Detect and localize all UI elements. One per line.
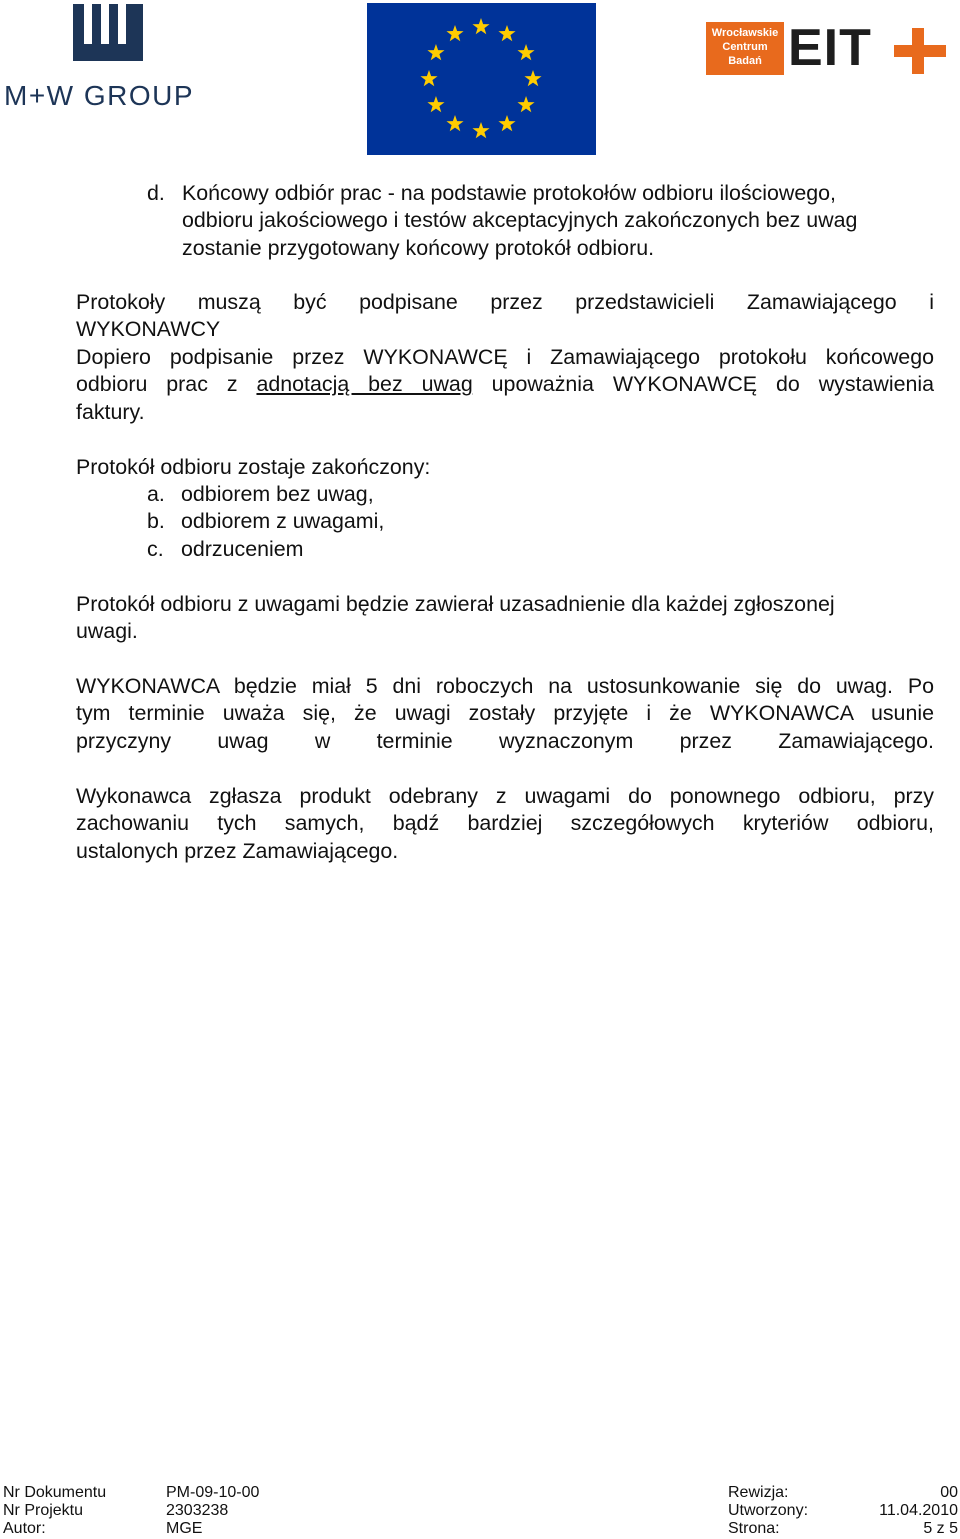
footer-author-value: MGE: [166, 1520, 203, 1537]
footer-created-label: Utworzony:: [728, 1502, 809, 1519]
footer-proj-value: 2303238: [166, 1502, 229, 1519]
list-marker: c.: [147, 537, 164, 561]
text-line: przyczyny uwag w terminie wyznaczonym przez Zamawiającego.: [76, 728, 934, 753]
protocol-item-b: [147, 508, 384, 535]
paragraph-resubmission: [76, 783, 934, 865]
paragraph-signatures: [76, 289, 934, 426]
list-item-d: [147, 180, 181, 207]
footer-created-value: 11.04.2010: [879, 1502, 958, 1519]
list-item-text: odrzuceniem: [181, 537, 304, 561]
text-line: Protokoły muszą być podpisane przez przedstawicieli Zamawiającego i: [76, 290, 934, 314]
list-marker: a.: [147, 482, 165, 506]
text-line: ustalonych przez Zamawiającego.: [76, 838, 399, 863]
footer-doc-value: PM-09-10-00: [166, 1484, 260, 1501]
text-line: [76, 371, 934, 398]
item-d-text: [182, 180, 934, 262]
text-line: WYKONAWCY: [76, 317, 221, 342]
paragraph-remarks: [76, 591, 934, 646]
list-item-text: odbiorem z uwagami,: [181, 509, 385, 533]
text-fragment: odbioru prac z: [76, 372, 238, 397]
text-line: Wykonawca zgłasza produkt odebrany z uwagami do ponownego odbioru, przy: [76, 784, 934, 808]
list-marker: d.: [147, 181, 165, 205]
protocol-intro: Protokół odbioru zostaje zakończony:: [76, 455, 431, 479]
wroclawskie-centrum-badan-badge: [706, 22, 784, 75]
underlined-phrase: adnotacją bez uwag: [256, 372, 473, 397]
footer-page-label: Strona:: [728, 1520, 780, 1537]
paragraph-contractor-days: [76, 673, 934, 755]
protocol-item-c: [147, 536, 303, 563]
text-line: Dopiero podpisanie przez WYKONAWCĘ i Zamawiającego protokołu końcowego: [76, 344, 934, 369]
text-line: zachowaniu tych samych, bądź bardziej szczegółowych kryteriów odbioru,: [76, 811, 934, 836]
text-line: faktury.: [76, 399, 145, 424]
footer-doc-label: Nr Dokumentu: [3, 1484, 107, 1501]
footer-rev-label: Rewizja:: [728, 1484, 789, 1501]
text-line: Końcowy odbiór prac - na podstawie protokołów odbioru ilościowego,: [182, 181, 836, 205]
text-line: uwagi.: [76, 619, 138, 644]
eit-badge-line: Centrum: [722, 41, 768, 53]
mw-group-logo-text: M+W GROUP: [4, 80, 195, 111]
text-fragment: upoważnia WYKONAWCĘ do wystawienia: [491, 372, 935, 397]
footer-author-label: Autor:: [3, 1520, 46, 1537]
mw-group-monogram-icon: [73, 4, 143, 61]
eit-badge-line: Badań: [728, 55, 762, 67]
protocol-item-a: [147, 481, 374, 508]
text-line: odbioru jakościowego i testów akceptacyjnych zakończonych bez uwag: [182, 208, 858, 233]
eit-plus-icon: [890, 24, 950, 78]
eit-badge-line: Wrocławskie: [711, 27, 779, 39]
text-line: WYKONAWCA będzie miał 5 dni roboczych na ustosunkowanie się do uwag. Po: [76, 674, 934, 698]
list-item-text: odbiorem bez uwag,: [181, 482, 374, 506]
text-line: Protokół odbioru z uwagami będzie zawierał uzasadnienie dla każdej zgłoszonej: [76, 592, 835, 616]
footer-rev-value: 00: [940, 1484, 958, 1501]
eu-flag-logo: [367, 3, 596, 155]
eit-logo-word: EIT: [788, 19, 872, 77]
text-line: tym terminie uważa się, że uwagi zostały przyjęte i że WYKONAWCA usunie: [76, 701, 934, 726]
list-marker: b.: [147, 509, 165, 533]
footer-proj-label: Nr Projektu: [3, 1502, 84, 1519]
text-line: zostanie przygotowany końcowy protokół odbioru.: [182, 235, 655, 260]
footer-page-value: 5 z 5: [923, 1520, 958, 1537]
